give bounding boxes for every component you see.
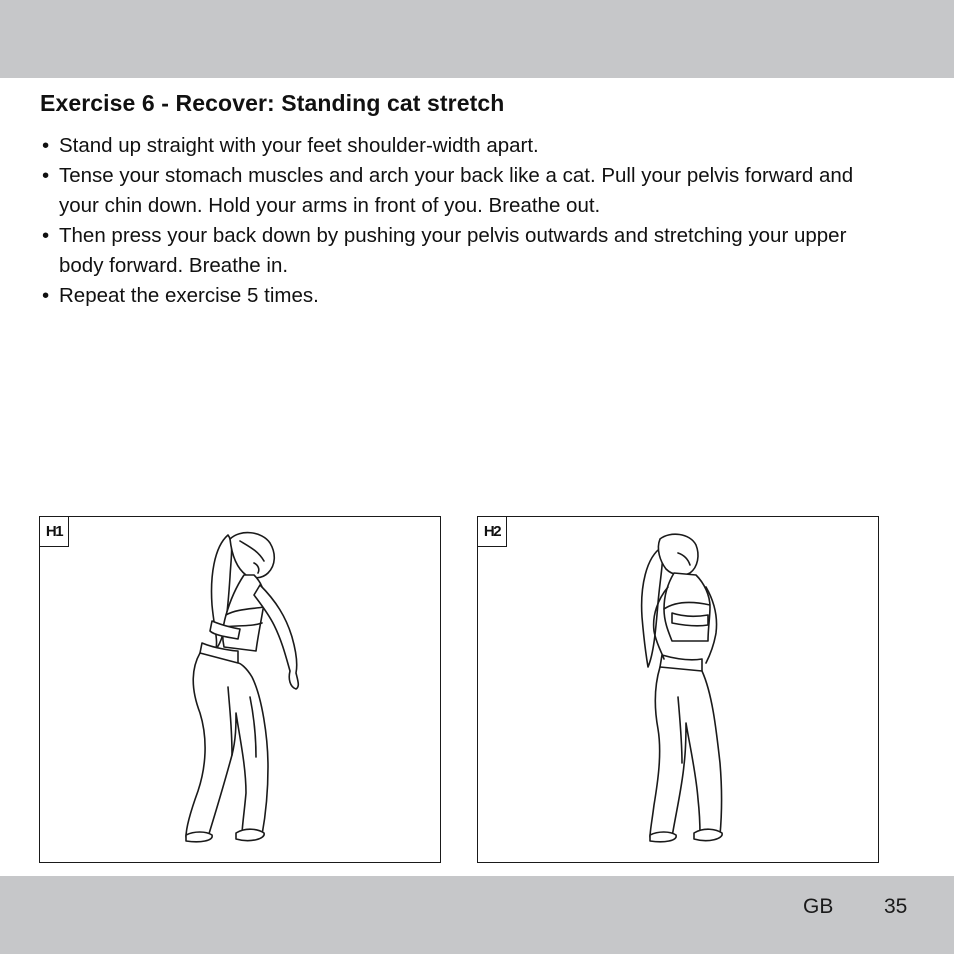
figure-h1: [39, 516, 441, 863]
list-item-text: Repeat the exercise 5 times.: [59, 284, 319, 307]
figure-label: H2: [477, 516, 507, 547]
top-band: [0, 0, 954, 78]
language-code: GB: [803, 895, 834, 918]
bullet-icon: •: [42, 134, 50, 157]
list-item-text: Then press your back down by pushing your pelvis outwards and stretching your upper body forward. Breathe in.: [59, 224, 847, 277]
instruction-list: [42, 131, 882, 311]
list-item-text: Tense your stomach muscles and arch your back like a cat. Pull your pelvis forward and your chin down. Hold your arms in front of you. Breathe out.: [59, 164, 854, 217]
bullet-icon: •: [42, 224, 50, 247]
page-title: Exercise 6 - Recover: Standing cat stretch: [40, 90, 505, 116]
list-item: [42, 281, 882, 311]
bullet-icon: •: [42, 164, 50, 187]
bullet-icon: •: [42, 284, 50, 307]
page-number: 35: [884, 895, 908, 918]
list-item: [42, 161, 882, 221]
list-item: [42, 131, 882, 161]
woman-arched-back-illustration: [40, 517, 440, 862]
woman-stretched-back-illustration: [478, 517, 878, 862]
list-item: [42, 221, 882, 281]
figure-h2: [477, 516, 879, 863]
figure-label: H1: [39, 516, 69, 547]
list-item-text: Stand up straight with your feet shoulder-width apart.: [59, 134, 539, 157]
